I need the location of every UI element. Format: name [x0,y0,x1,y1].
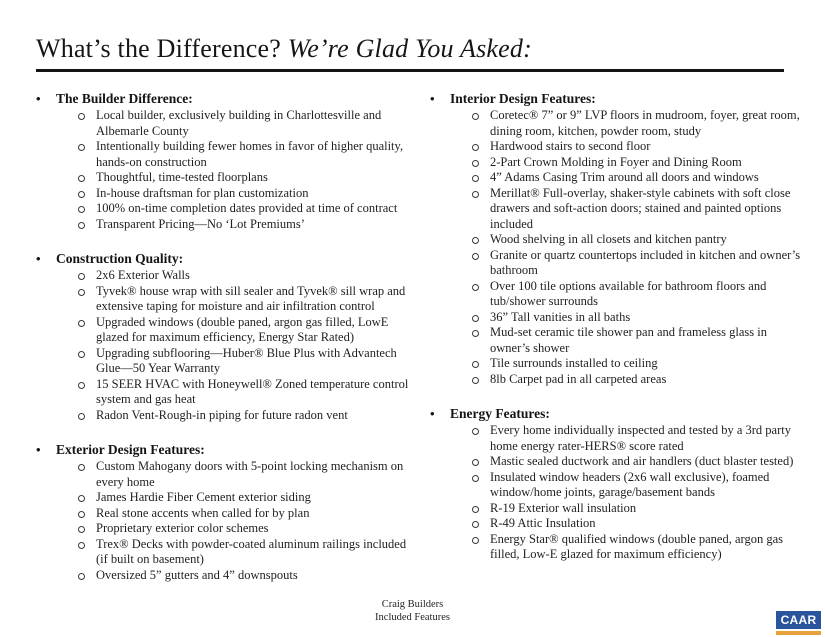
circle-bullet-icon [470,470,490,501]
page-title [36,34,784,64]
section-items [430,108,802,387]
list-item [470,454,802,470]
circle-bullet-icon [76,490,96,506]
list-item-text: Energy Star® qualified windows (double paned, argon gas filled, Low-E glazed for maximum efficiency) [490,531,783,561]
section-items [36,268,412,423]
list-item [76,568,412,584]
circle-bullet-icon [76,568,96,584]
list-item-text: James Hardie Fiber Cement exterior siding [96,490,311,504]
disc-bullet-icon: • [36,91,41,106]
circle-bullet-icon [76,537,96,568]
circle-bullet-icon [76,268,96,284]
list-item-text: Transparent Pricing—No ‘Lot Premiums’ [96,216,305,231]
caar-logo-text: CAAR [776,611,821,629]
list-item-text: 4” Adams Casing Trim around all doors and windows [490,170,759,184]
list-item-text: Merillat® Full-overlay, shaker-style cabinets with soft close drawers and soft-action doors; stained and painted options included [490,185,791,231]
circle-bullet-icon [470,310,490,326]
circle-bullet-icon [76,108,96,139]
list-item [470,310,802,326]
circle-bullet-icon [76,521,96,537]
list-item-text: Proprietary exterior color schemes [96,521,269,535]
circle-bullet-icon [76,408,96,424]
circle-bullet-icon [76,346,96,377]
list-item [470,232,802,248]
feature-section [430,405,802,563]
list-item-text: Radon Vent-Rough-in piping for future radon vent [96,407,348,422]
list-item-text: 15 SEER HVAC with Honeywell® Zoned temperature control system and gas heat [96,376,409,406]
list-item-text: Real stone accents when called for by plan [96,505,310,520]
section-heading: Interior Design Features: [450,91,596,106]
circle-bullet-icon [470,279,490,310]
list-item [76,377,412,408]
list-item-text: Wood shelving in all closets and kitchen pantry [490,232,727,246]
list-item [76,459,412,490]
list-item [76,268,412,284]
list-item-text: Mastic sealed ductwork and air handlers (duct blaster tested) [490,454,794,468]
section-heading-row [430,90,802,107]
section-items [36,459,412,583]
list-item-text: Hardwood stairs to second floor [490,139,651,153]
list-item [470,155,802,171]
list-item-text: Granite or quartz countertops included in kitchen and owner’s bathroom [490,247,801,277]
list-item [470,532,802,563]
list-item-text: Upgrading subflooring—Huber® Blue Plus with Advantech Glue—50 Year Warranty [96,345,397,375]
circle-bullet-icon [76,506,96,522]
list-item [76,521,412,537]
content-columns [36,90,802,601]
section-heading-row [36,250,412,267]
title-subtitle-italic: We’re Glad You Asked: [287,34,532,63]
list-item-text: R-49 Attic Insulation [490,516,596,530]
list-item [470,423,802,454]
feature-section [430,90,802,387]
circle-bullet-icon [76,459,96,490]
list-item [470,279,802,310]
list-item-text: Trex® Decks with powder-coated aluminum railings included (if built on basement) [96,536,407,566]
column-left [36,90,412,601]
list-item [470,170,802,186]
circle-bullet-icon [76,139,96,170]
list-item [76,315,412,346]
list-item [470,516,802,532]
list-item-text: Coretec® 7” or 9” LVP floors in mudroom, foyer, great room, dining room, kitchen, powder room, study [490,108,800,138]
list-item-text: R-19 Exterior wall insulation [490,500,637,515]
circle-bullet-icon [76,170,96,186]
list-item [470,248,802,279]
disc-bullet-icon: • [36,251,41,266]
list-item-text: 36” Tall vanities in all baths [490,309,631,324]
disc-bullet-icon: • [430,406,435,421]
disc-bullet-icon: • [430,91,435,106]
document-footer [0,599,825,624]
circle-bullet-icon [76,201,96,217]
circle-bullet-icon [76,217,96,233]
list-item [76,186,412,202]
section-heading: Energy Features: [450,406,550,421]
list-item [76,284,412,315]
list-item [76,490,412,506]
list-item-text: 100% on-time completion dates provided at time of contract [96,201,398,215]
caar-logo [776,611,821,635]
circle-bullet-icon [470,372,490,388]
list-item-text: Tyvek® house wrap with sill sealer and Tyvek® sill wrap and extensive taping for moisture and air infiltration control [96,283,406,313]
circle-bullet-icon [470,516,490,532]
circle-bullet-icon [470,248,490,279]
list-item [76,217,412,233]
list-item-text: Intentionally building fewer homes in favor of higher quality, hands-on construction [96,139,404,169]
list-item [76,506,412,522]
document-header [36,34,784,72]
footer-company-name: Craig Builders [381,599,444,610]
section-heading: The Builder Difference: [56,91,193,106]
circle-bullet-icon [76,377,96,408]
list-item [76,537,412,568]
list-item-text: Oversized 5” gutters and 4” downspouts [96,567,298,582]
section-heading-row [430,405,802,422]
list-item-text: In-house draftsman for plan customization [96,185,309,200]
list-item [470,356,802,372]
section-heading: Exterior Design Features: [56,442,205,457]
feature-section [36,90,412,232]
list-item [470,501,802,517]
circle-bullet-icon [76,186,96,202]
list-item-text: Insulated window headers (2x6 wall exclusive), foamed window/home joints, garage/basement bands [490,469,770,499]
title-underline [36,69,784,72]
list-item [470,108,802,139]
title-main: What’s the Difference? [36,34,288,63]
list-item [470,325,802,356]
circle-bullet-icon [470,356,490,372]
list-item-text: Local builder, exclusively building in Charlottesville and Albemarle County [96,108,382,138]
circle-bullet-icon [470,232,490,248]
list-item [76,139,412,170]
list-item [76,201,412,217]
section-heading-row [36,90,412,107]
list-item-text: 8lb Carpet pad in all carpeted areas [490,371,667,386]
circle-bullet-icon [470,325,490,356]
list-item [470,372,802,388]
circle-bullet-icon [470,423,490,454]
list-item [76,346,412,377]
section-items [430,423,802,563]
list-item-text: Thoughtful, time-tested floorplans [96,170,268,184]
feature-section [36,441,412,583]
feature-section [36,250,412,423]
disc-bullet-icon: • [36,442,41,457]
circle-bullet-icon [470,155,490,171]
list-item [470,186,802,233]
list-item [76,108,412,139]
list-item-text: Upgraded windows (double paned, argon gas filled, LowE glazed for maximum efficiency, Energy Star Rated) [96,314,389,344]
list-item-text: Custom Mahogany doors with 5-point locking mechanism on every home [96,459,404,489]
circle-bullet-icon [470,532,490,563]
section-heading: Construction Quality: [56,251,184,266]
list-item [470,139,802,155]
circle-bullet-icon [470,454,490,470]
circle-bullet-icon [76,284,96,315]
circle-bullet-icon [76,315,96,346]
section-heading-row [36,441,412,458]
circle-bullet-icon [470,186,490,233]
list-item [470,470,802,501]
list-item [76,408,412,424]
list-item [76,170,412,186]
footer-document-title: Included Features [375,611,450,623]
circle-bullet-icon [470,108,490,139]
section-items [36,108,412,232]
list-item-text: 2x6 Exterior Walls [96,268,190,282]
list-item-text: Mud-set ceramic tile shower pan and frameless glass in owner’s shower [490,325,767,355]
circle-bullet-icon [470,139,490,155]
caar-logo-bar [776,631,821,635]
circle-bullet-icon [470,170,490,186]
list-item-text: Over 100 tile options available for bathroom floors and tub/shower surrounds [490,278,767,308]
list-item-text: Tile surrounds installed to ceiling [490,356,658,370]
circle-bullet-icon [470,501,490,517]
list-item-text: 2-Part Crown Molding in Foyer and Dining Room [490,154,742,169]
list-item-text: Every home individually inspected and tested by a 3rd party home energy rater-HERS® score rated [490,423,791,453]
column-right [430,90,802,601]
